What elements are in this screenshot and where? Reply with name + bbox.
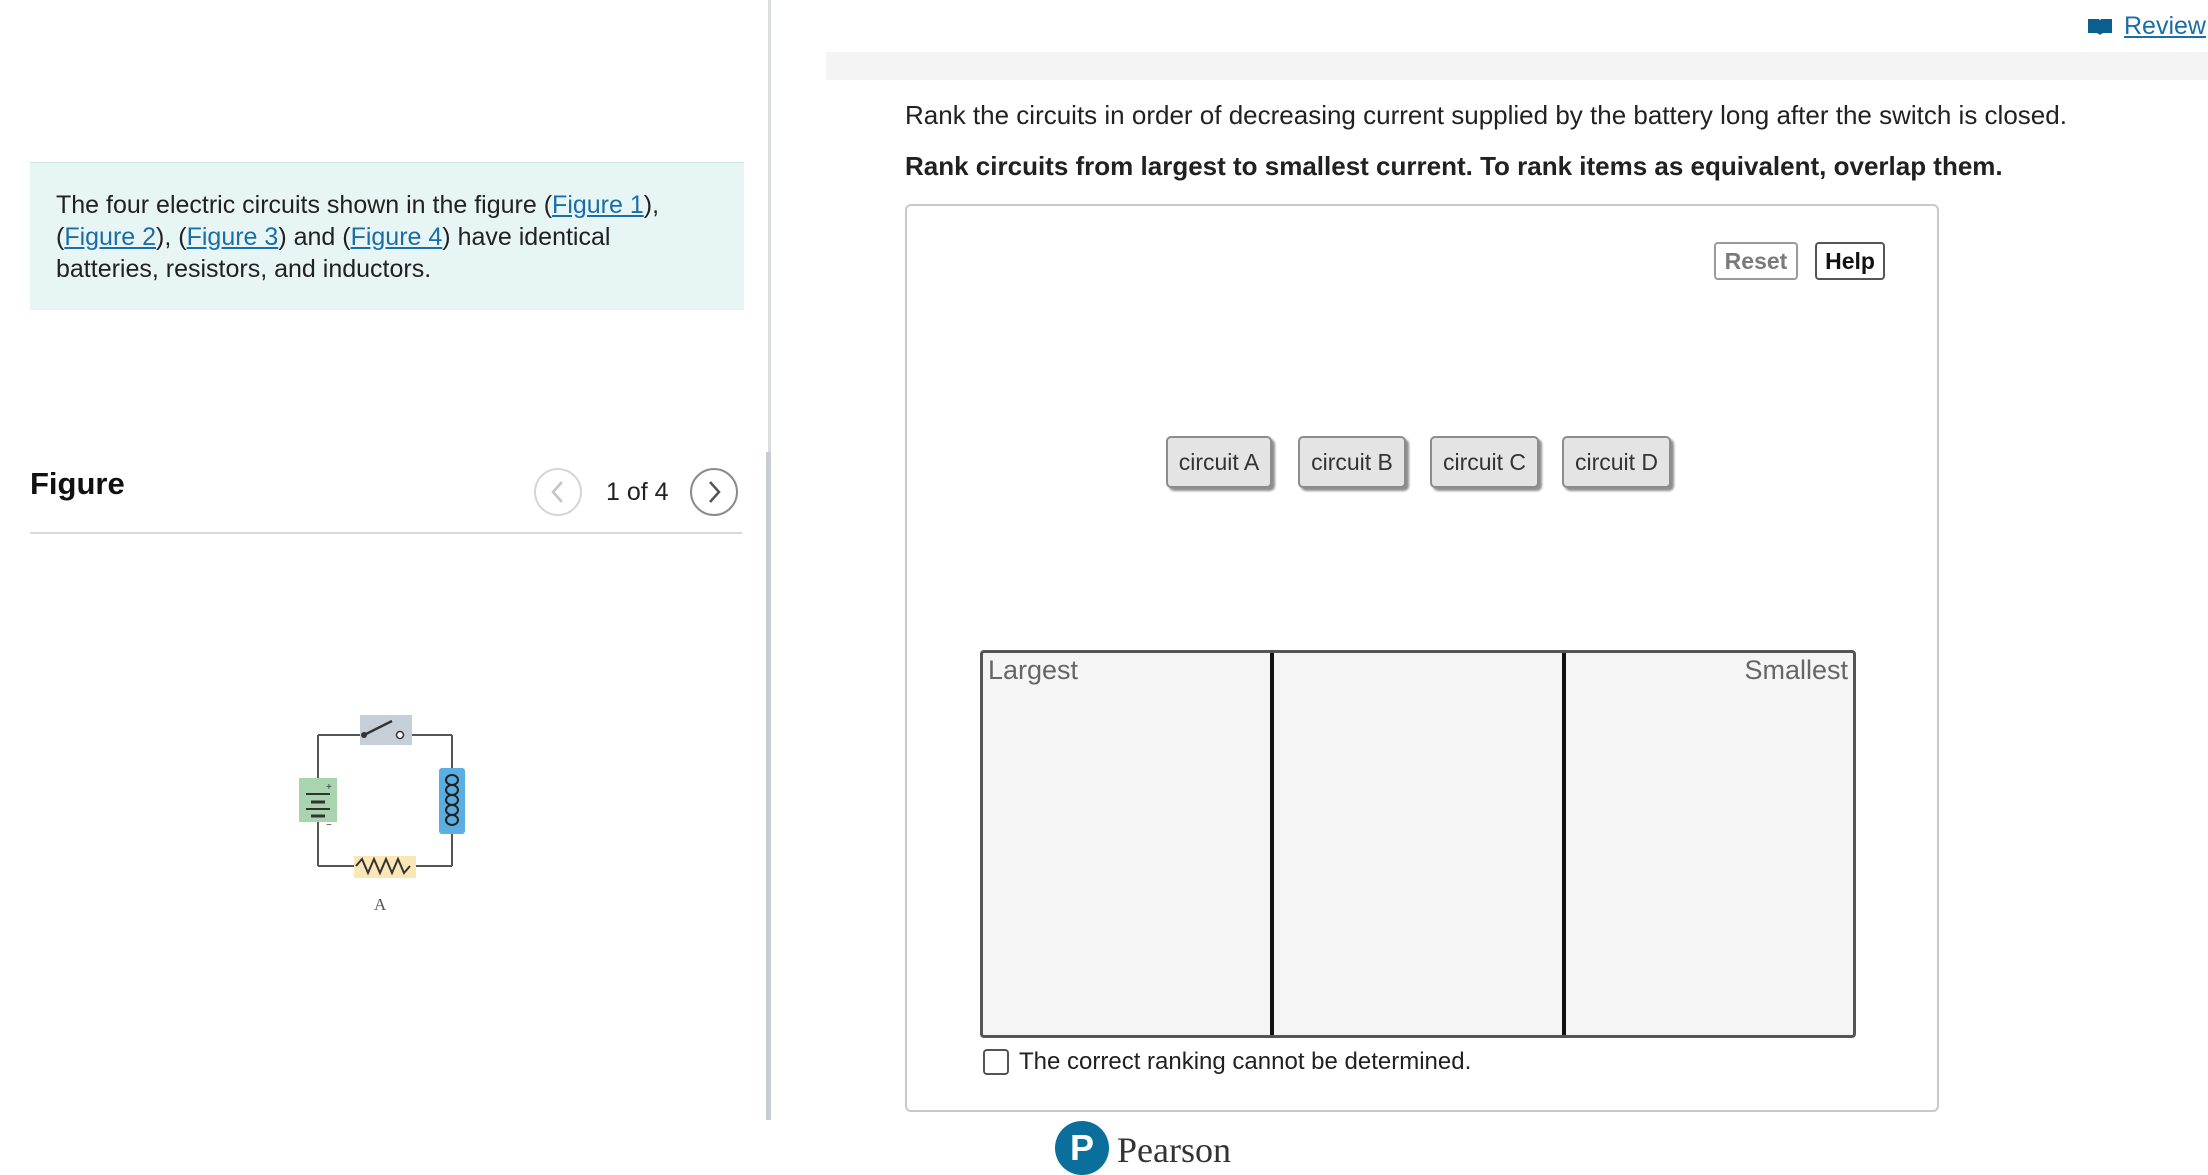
intro-text-part: ) have identical batteries, resistors, and inductors.	[56, 223, 611, 283]
chevron-left-icon	[550, 479, 566, 505]
battery-minus-sign: −	[326, 820, 332, 831]
draggable-item-circuit-d[interactable]: circuit D	[1562, 436, 1671, 488]
cannot-determine-label: The correct ranking cannot be determined.	[1019, 1048, 1472, 1075]
review-label: Review	[2124, 12, 2206, 40]
rank-slot-2[interactable]	[1270, 653, 1561, 1035]
circuit-diagram	[292, 706, 482, 926]
figure-title: Figure	[30, 466, 125, 501]
question-prompt: Rank the circuits in order of decreasing current supplied by the battery long after the switch is closed.	[905, 100, 2067, 130]
intro-text	[30, 162, 744, 310]
pane-resize-handle[interactable]	[766, 452, 771, 1120]
question-instruction: Rank circuits from largest to smallest current. To rank items as equivalent, overlap them.	[905, 151, 2003, 181]
figure-3-link[interactable]: Figure 3	[186, 223, 279, 251]
figure-4-link[interactable]: Figure 4	[350, 223, 443, 251]
pearson-logo-word: Pearson	[1117, 1130, 1231, 1170]
rank-slot-1[interactable]	[983, 653, 1270, 1035]
figure-page-counter: 1 of 4	[606, 478, 669, 506]
pearson-logo-mark: P	[1055, 1121, 1109, 1175]
reset-button[interactable]: Reset	[1714, 242, 1798, 280]
ranking-panel	[905, 204, 1939, 1112]
top-strip	[826, 52, 2208, 80]
figure-2-link[interactable]: Figure 2	[64, 223, 157, 251]
draggable-item-circuit-c[interactable]: circuit C	[1430, 436, 1539, 488]
cannot-determine-checkbox[interactable]	[983, 1049, 1009, 1075]
circuit-label: A	[374, 895, 387, 914]
inductor-symbol	[439, 768, 465, 834]
figure-header	[30, 454, 742, 534]
smallest-label: Smallest	[1741, 655, 1851, 686]
review-link[interactable]	[2086, 12, 2206, 41]
left-pane	[0, 0, 770, 1120]
ranking-drop-area[interactable]	[980, 650, 1856, 1038]
intro-text-part: ), (	[156, 223, 187, 251]
next-figure-button[interactable]	[690, 468, 738, 516]
intro-text-part: ), (	[56, 191, 660, 251]
largest-label: Largest	[985, 655, 1081, 686]
switch-symbol	[360, 715, 412, 745]
help-button[interactable]: Help	[1815, 242, 1885, 280]
intro-text-part: The four electric circuits shown in the figure (	[56, 191, 553, 219]
cannot-determine-option[interactable]	[983, 1048, 1471, 1076]
figure-1-link[interactable]: Figure 1	[552, 191, 644, 219]
resistor-symbol	[354, 856, 416, 878]
previous-figure-button[interactable]	[534, 468, 582, 516]
intro-text-part: ) and (	[278, 223, 351, 251]
battery-plus-sign: +	[326, 782, 332, 793]
chevron-right-icon	[706, 479, 722, 505]
rank-slot-3[interactable]	[1562, 653, 1853, 1035]
pearson-logo	[1055, 1121, 1231, 1175]
draggable-item-circuit-a[interactable]: circuit A	[1166, 436, 1272, 488]
book-icon	[2086, 17, 2114, 37]
draggable-item-circuit-b[interactable]: circuit B	[1298, 436, 1406, 488]
